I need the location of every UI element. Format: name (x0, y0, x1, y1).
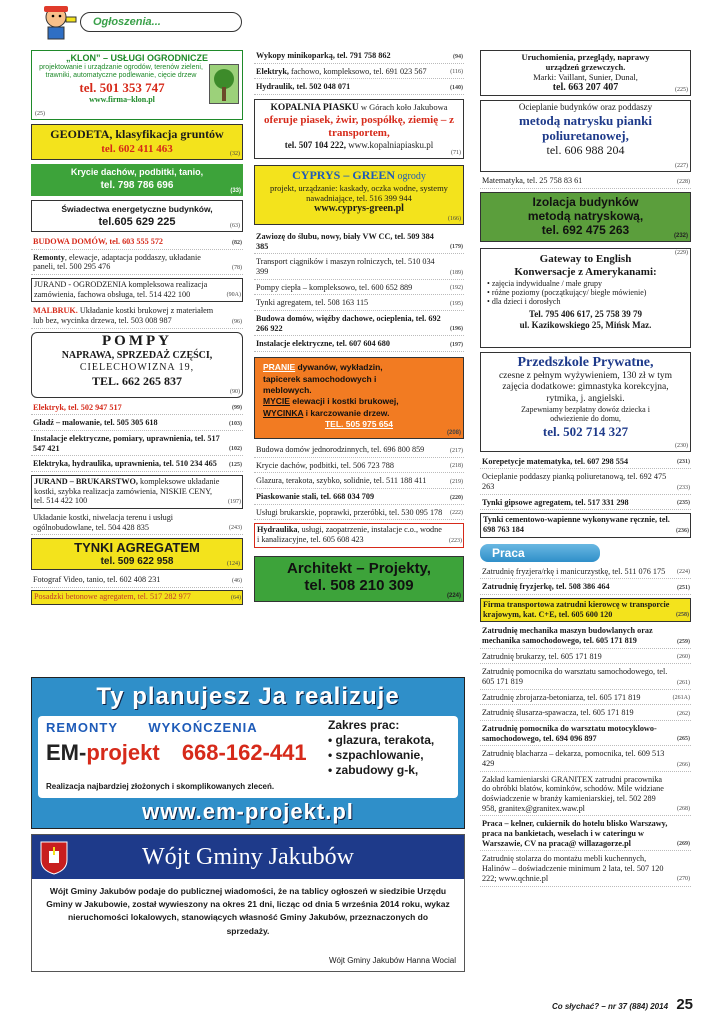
ad-text: Instalacje elektryczne, tel. 607 604 680 (256, 339, 390, 349)
ad-number: (99) (232, 405, 242, 412)
ad-text: Tynki gipsowe agregatem, tel. 517 331 298 (482, 497, 629, 507)
ad-text: Zatrudnię mechanika maszyn budowlanych oraz mechanika samochodowego, tel. 605 171 819 (482, 626, 653, 646)
banner-item: • glazura, terakota, (328, 733, 435, 747)
ad-address: CIELECHOWIZNA 19, (79, 362, 195, 374)
ad-text: Budowa domów jednorodzinnych, tel. 696 800 859 (256, 445, 425, 455)
page-number: 25 (676, 996, 693, 1013)
ad-text: Świadectwa energetyczne budynków, (61, 204, 213, 214)
ad-number: (223) (449, 537, 462, 544)
ad-number: (259) (677, 638, 690, 645)
ad-number: (192) (450, 285, 463, 292)
ad-ukladanie (31, 512, 243, 535)
ad-budowa (31, 236, 243, 250)
ad-korepetycje (480, 456, 691, 470)
ad-number: (103) (229, 420, 242, 427)
ad-text: Hydraulik, tel. 502 048 071 (256, 82, 351, 92)
ad-number: (32) (230, 150, 240, 157)
ad-phone: tel. 502 714 327 (542, 423, 629, 439)
ad-number: (64) (231, 594, 241, 601)
ad-glazura (254, 475, 464, 489)
ad-title: Architekt – Projekty, (287, 559, 431, 577)
ad-phone: tel. 602 411 463 (101, 143, 173, 156)
ad-title: Konwersacje z Amerykanami: (514, 265, 657, 278)
ad-ocieplanie (480, 100, 691, 172)
ad-title: GEODETA, klasyfikacja gruntów (50, 127, 224, 141)
ad-desc: projektowanie i urządzanie ogrodów, terenów zieleni, trawniki, automatyczne podlewanie, cięcie drzew (39, 63, 203, 79)
ad-number: (33) (230, 187, 241, 194)
ad-text: Krycie dachów, podbitki, tanio, (70, 167, 204, 177)
ad-text: Tynki cementowo-wapienne wykonywane ręcznie, tel. 698 763 184 (483, 515, 670, 535)
ad-number: (233) (677, 484, 690, 491)
section-title: Praca (492, 545, 525, 560)
job-p6 (480, 666, 691, 689)
ad-number: (261) (677, 679, 690, 686)
ad-tynki-gipsowe (480, 497, 691, 511)
ad-title: metodą natryskową, (527, 208, 644, 223)
ad-jurand-brukarstwo (31, 475, 243, 509)
ad-gladz (31, 417, 243, 431)
issue-label: Co słychać? – nr 37 (884) 2014 (551, 1002, 669, 1011)
brand-name: projekt (86, 740, 160, 765)
ad-number: (235) (677, 500, 690, 507)
praca-header (480, 544, 600, 562)
ad-text: Zatrudnię brukarzy, tel. 605 171 819 (482, 651, 602, 661)
ad-posadzki (31, 590, 243, 605)
ad-text: Zatrudnię fryzjera/rkę i manicurzystkę, tel. 511 076 175 (482, 566, 666, 576)
ad-ocieplanie-poddaszy (480, 471, 691, 494)
ad-text: Zatrudnię zbrojarza-betoniarza, tel. 605 171 819 (482, 692, 641, 702)
ad-text: JURAND - OGRODZENIA kompleksowa realizacja zamówienia, fachowa obsługa, tel. 514 422 100 (34, 280, 208, 299)
ad-tynki (31, 538, 243, 570)
notice-signature: Wójt Gminy Jakubów Hanna Wocial (328, 955, 456, 965)
ad-instalacje (31, 433, 243, 456)
ad-text: Zawiozę do ślubu, nowy, biały VW CC, tel. 509 384 385 (256, 232, 434, 251)
ad-subtitle: ogrody (395, 171, 426, 183)
ad-tynki-cementowe (480, 513, 691, 537)
job-p10 (480, 748, 691, 771)
ad-title: metodą natrysku pianki (519, 112, 652, 128)
ad-zawioze (254, 231, 464, 254)
ad-architekt (254, 556, 464, 602)
ad-elektryk (31, 402, 243, 416)
ad-em-projekt (31, 677, 465, 829)
ad-text: Pompy ciepła – kompleksowo, tel. 600 652 889 (256, 282, 413, 292)
footer (552, 996, 693, 1014)
ad-swiadectwa (31, 200, 243, 232)
ad-text: Układanie kostki, niwelacja terenu i usługi ogólnobudowlane, tel. 504 428 835 (33, 513, 174, 532)
ad-text: Piaskowanie stali, tel. 668 034 709 (256, 492, 375, 502)
ad-text: Uruchomienia, przeglądy, naprawy (521, 52, 650, 62)
notice-title-bar (32, 835, 464, 879)
job-p5 (480, 651, 691, 665)
ad-piaskowanie (254, 491, 464, 505)
section-title: Ogłoszenia... (93, 16, 161, 28)
ad-text: Firma transportowa zatrudni kierowcę w transporcie krajowym, kat. C+E, tel. 605 600 120 (483, 600, 670, 619)
ad-text: Fotograf Video, tanio, tel. 602 408 231 (33, 575, 161, 585)
job-p8 (480, 707, 691, 721)
ad-desc: czesne z pełnym wyżywieniem, 130 zł w tym zajęcia dodatkowe: gimnastyka korekcyjna, rytmika, j. angielski. (498, 371, 673, 404)
notice-title: Wójt Gminy Jakubów (142, 844, 354, 870)
ad-phone: Tel. 795 406 617, 25 758 39 79 (529, 308, 642, 319)
ad-text: Glazura, terakota, szybko, solidnie, tel. 511 188 411 (256, 476, 427, 486)
ad-text: Posadzki betonowe agregatem, tel. 517 282 977 (34, 592, 191, 602)
ad-lead: Hydraulika (257, 525, 298, 535)
ad-number: (197) (450, 341, 463, 348)
ad-number: (231) (677, 459, 690, 466)
ad-text: Tynki agregatem, tel. 508 163 115 (256, 298, 369, 308)
ad-number: (125) (229, 461, 242, 468)
mascot-icon (36, 3, 78, 43)
ad-title: POMPY (102, 332, 172, 349)
ad-number: (266) (677, 761, 690, 768)
ad-kopalnia (254, 99, 464, 159)
ad-text: Ocieplanie poddaszy pianką poliuretanową, tel. 692 475 263 (482, 472, 667, 492)
ad-text: kompleksowe układanie kostki, szybka realizacja zamówienia, NISKIE CENY, tel. 514 422 100 (34, 477, 220, 506)
ad-text: Wykopy minikoparką, tel. 791 758 862 (256, 51, 391, 60)
banner-item: • zabudowy g-k, (328, 763, 419, 777)
ad-text: urządzeń grzewczych. (545, 62, 626, 73)
ad-phone: TEL. 662 265 837 (91, 373, 182, 388)
ad-web: www.firma–klon.pl (89, 95, 155, 105)
banner-label: WYKOŃCZENIA (148, 720, 258, 735)
banner-body (38, 716, 458, 798)
ad-text: Zatrudnię blacharza – dekarza, pomocnika, tel. 609 513 429 (482, 749, 665, 769)
ad-text: Zatrudnię pomocnika do warsztatu motocyklowo-samochodowego, tel. 694 096 897 (482, 724, 657, 743)
column-3 (480, 50, 691, 889)
ad-number: (236) (676, 527, 689, 534)
ad-number: (232) (673, 232, 688, 239)
ad-number: (222) (450, 510, 463, 517)
job-p2 (480, 581, 691, 595)
ad-pompy (31, 332, 243, 398)
ad-remonty (31, 252, 243, 275)
ad-lead: PRANIE (263, 362, 296, 373)
ad-phone: 668-162-441 (181, 740, 307, 765)
ad-text: Budowa domów, więźby dachowe, ocieplenia, tel. 692 266 922 (256, 314, 441, 333)
ad-klon (31, 50, 243, 120)
ad-web: www.cyprys-green.pl (314, 202, 404, 214)
ad-lead: JURAND – BRUKARSTWO, (34, 477, 138, 487)
ad-phone: tel. 798 786 696 (100, 179, 174, 191)
ad-number: (208) (446, 429, 461, 436)
ad-number: (116) (450, 69, 463, 76)
job-p9 (480, 723, 691, 746)
section-header (80, 12, 242, 32)
ad-wykopy (254, 50, 464, 64)
ad-number: (96) (232, 318, 242, 325)
ad-phone: tel. 509 622 958 (100, 555, 174, 567)
job-p7 (480, 692, 691, 706)
ad-number: (71) (451, 149, 461, 156)
ad-number: (260) (677, 654, 690, 661)
ad-number: (197) (228, 499, 241, 505)
job-p1 (480, 566, 691, 580)
ad-pranie (254, 357, 464, 439)
ad-text: elewacji i kostki brukowej, (289, 396, 399, 407)
coat-of-arms-icon (40, 841, 68, 875)
job-p13 (480, 853, 691, 886)
banner-item: • szpachlowanie, (328, 748, 424, 762)
ad-title: CYPRYS – GREEN (292, 168, 396, 183)
ad-transport (254, 256, 464, 279)
notice-wojt (31, 834, 465, 972)
job-p4 (480, 625, 691, 648)
ad-text: Matematyka, tel. 25 758 83 61 (482, 176, 583, 185)
ad-instalacje (254, 338, 464, 352)
ad-text: meblowych. (263, 385, 312, 395)
ad-web: www.kopalniapiasku.pl (346, 140, 434, 151)
ad-number: (217) (450, 447, 463, 454)
ad-elektryka (31, 458, 243, 472)
ad-number: (269) (677, 841, 690, 848)
ad-title: KOPALNIA PIASKU (270, 103, 359, 114)
ad-number: (243) (229, 525, 242, 532)
ad-number: (219) (450, 479, 463, 485)
banner-tagline: Realizacja najbardziej złożonych i skomplikowanych zleceń. (46, 782, 275, 791)
column-2 (254, 50, 464, 602)
ad-phone: tel. 507 104 222, (284, 140, 347, 151)
ad-malbruk (31, 305, 243, 328)
ad-lead: MYCIE (263, 396, 290, 407)
job-p12 (480, 818, 691, 851)
ad-lead: Remonty (33, 252, 65, 262)
ad-number: (166) (448, 215, 461, 222)
ad-number: (195) (450, 300, 463, 307)
ad-uslugi-brukarskie (254, 507, 464, 521)
ad-title: TYNKI AGREGATEM (74, 540, 200, 556)
notice-body: Wójt Gminy Jakubów podaje do publicznej wiadomości, że na tablicy ogłoszeń w siedzibie Urzędu Gminy w Jakubowie, został wywieszony na okres 21 dni, licząc od dnia 5 września 2014 roku, wykaz nieruchomości lokalowych, stanowiących własność Gminy Jakubów, przeznaczonych do sprzedaży. (46, 886, 450, 936)
ad-phone: tel.605 629 225 (98, 216, 176, 229)
ad-number: (179) (450, 244, 463, 251)
ad-pompy-ciepla (254, 282, 464, 296)
ad-text: tapicerek samochodowych i (263, 373, 377, 384)
ad-bullet: dla dzieci i dorosłych (491, 297, 561, 307)
ad-number: (102) (229, 446, 242, 453)
ad-text: Korepetycje matematyka, tel. 607 298 554 (482, 456, 629, 466)
job-p11 (480, 774, 691, 817)
ad-number: (225) (675, 86, 688, 93)
ad-desc: projekt, urządzanie: kaskady, oczka wodne, systemy nawadniające, tel. 516 399 944 (270, 182, 448, 203)
ad-uruchomienia (480, 50, 691, 96)
ad-hydraulika (254, 523, 464, 547)
ad-number: (90) (230, 388, 240, 395)
ad-text: Zatrudnię fryzjerkę, tel. 508 386 464 (482, 582, 610, 592)
ad-text: , usługi, zaopatrzenie, instalacje c.o., wodne i kanalizacyjne, tel. 605 608 423 (257, 525, 442, 545)
ad-number: (189) (450, 269, 463, 276)
ad-budowa (254, 313, 464, 336)
ad-text: Marki: Vaillant, Sunier, Dunal, (533, 72, 638, 83)
ad-fotograf (31, 574, 243, 588)
ad-number: (268) (677, 806, 690, 813)
ad-number: (78) (232, 264, 242, 271)
ad-number: (82) (232, 239, 242, 246)
ad-number: (90A) (226, 292, 241, 299)
ad-number: (63) (230, 222, 240, 229)
ad-izolacja (480, 192, 691, 242)
banner-label: Zakres prac: (328, 718, 400, 732)
ad-phone: tel. 606 988 204 (546, 143, 625, 158)
ad-text: BUDOWA DOMÓW, tel. 603 555 572 (33, 237, 164, 246)
ad-number: (46) (232, 578, 242, 585)
ad-text: Elektryk, tel. 502 947 517 (33, 402, 122, 412)
ad-number: (262) (677, 711, 690, 718)
ad-hydraulik (254, 81, 464, 95)
ad-text: Praca – kelner, cukiernik do hotelu blisko Warszawy, praca na bankietach, weselach i w cateringu w Warszawie, CV na praca@ willazagorze.pl (482, 819, 668, 848)
ad-text: , elewacje, adaptacja poddaszy, układanie paneli, tel. 500 295 476 (33, 252, 201, 272)
ad-text: Układanie kostki brukowej z materiałem lub bez, wycinka drzewa, tel. 503 008 987 (33, 306, 214, 326)
ad-bullet: różne poziomy (początkujący/ biegłe mówienie) (491, 288, 647, 298)
ad-przedszkole (480, 352, 691, 452)
ad-text: Elektryka, hydraulika, uprawnienia, tel. 510 234 465 (33, 459, 217, 469)
ad-title: Izolacja budynków (532, 194, 639, 209)
ad-text: Krycie dachów, podbitki, tel. 506 723 788 (256, 460, 394, 470)
ad-matematyka (480, 175, 691, 189)
ad-title: Przedszkole Prywatne, (517, 354, 654, 370)
ad-number: (265) (677, 736, 690, 743)
ad-title: „KLON” – USŁUGI OGRODNICZE (65, 53, 208, 63)
ad-gateway: (229) Gateway to English Konwersacje z Amerykanami: • zajęcia indywidualne / małe grupy • różne poziomy (początkujący/ biegłe mówienie) • dla dzieci i dorosłych Tel. 795 406 617, 25 758 39 79 ul. Kazikowskiego 25, Mińsk Maz. (480, 248, 691, 348)
ad-text: Transport ciągników i maszyn rolniczych, tel. 510 034 399 (256, 257, 435, 277)
ad-budowa-domow (254, 444, 464, 458)
ad-web[interactable]: www.em-projekt.pl (142, 799, 354, 825)
ad-jurand-ogrodzenia (31, 278, 243, 302)
ad-number: (258) (676, 612, 689, 619)
ad-number: (229) (675, 249, 688, 256)
ad-text: Zatrudnię stolarza do montażu mebli kuchennych, Halinów – doświadczenie minimum 2 lata, tel. 507 120 222; www.qchnie.pl (482, 854, 664, 883)
ad-text: i karczowanie drzew. (303, 407, 390, 418)
ad-number: (230) (675, 442, 688, 449)
ad-number: (124) (227, 561, 240, 568)
ad-title: Gateway to English (539, 252, 632, 265)
ad-krycie (31, 164, 243, 196)
ad-phone: tel. 508 210 309 (304, 577, 414, 595)
ad-number: (220) (450, 494, 463, 501)
ad-number: (228) (677, 178, 690, 185)
ad-lead: WYCINKA (263, 407, 304, 418)
ad-number: (251) (677, 584, 690, 591)
ad-number: (270) (677, 876, 690, 883)
ad-number: (227) (675, 162, 688, 169)
tree-icon (209, 64, 239, 104)
column-1 (31, 50, 243, 607)
ad-desc: NAPRAWA, SPRZEDAŻ CZĘŚCI, (61, 350, 213, 362)
ad-geodeta (31, 124, 243, 160)
ad-address: ul. Kazikowskiego 25, Mińsk Maz. (519, 319, 652, 330)
ad-bullet: zajęcia indywidualne / małe grupy (491, 278, 602, 288)
ad-phone: tel. 501 353 747 (79, 80, 165, 96)
banner-label: REMONTY (46, 720, 118, 735)
ad-text: Zakład kamieniarski GRANITEX zatrudni pracownika do obróbki blatów, kominków, schodów. Mile widziane doświadczenie w branży kamieniarskiej, tel. 502 289 958, granitex@granitex.waw.pl (482, 774, 664, 813)
ad-phone: TEL. 505 975 654 (324, 419, 394, 430)
ad-number: (25) (35, 110, 45, 117)
ad-text: Zatrudnię pomocnika do warsztatu samochodowego, tel. 605 171 819 (482, 667, 668, 687)
ad-title: poliuretanowej, (542, 127, 629, 143)
job-p3 (480, 598, 691, 622)
ad-desc: oferuje piasek, żwir, pospółkę, ziemię – z transportem, (264, 114, 454, 140)
ad-elektryk (254, 66, 464, 80)
ad-text: Instalacje elektryczne, pomiary, uprawnienia, tel. 517 547 421 (33, 434, 220, 453)
ad-phone: tel. 663 207 407 (552, 82, 619, 94)
ad-cyprys (254, 165, 464, 225)
ad-subtitle: w Górach koło Jakubowa (358, 102, 448, 113)
ad-krycie (254, 460, 464, 474)
ad-lead: MALBRUK. (33, 306, 78, 316)
ad-lead: Elektryk, (256, 66, 289, 76)
ad-phone: tel. 692 475 263 (541, 222, 630, 237)
ad-text: Usługi brukarskie, poprawki, przeróbki, tel. 530 095 178 (256, 507, 443, 517)
ad-tynki (254, 297, 464, 311)
ad-number: (140) (450, 84, 463, 91)
ad-text: dywanów, wykładzin, (295, 362, 383, 373)
ad-text: Gładź – malowanie, tel. 505 305 618 (33, 418, 158, 428)
ad-desc: Zapewniamy bezpłatny dowóz dziecka i odwiezienie do domu, (521, 404, 650, 424)
ad-text: fachowo, kompleksowo, tel. 691 023 567 (288, 66, 427, 76)
ad-text: Ocieplanie budynków oraz poddaszy (518, 102, 653, 112)
brand-name: EM- (46, 740, 87, 765)
ad-number: (94) (453, 53, 463, 60)
ad-number: (196) (450, 326, 463, 333)
ad-number: (218) (450, 463, 463, 470)
ad-number: (224) (446, 592, 461, 599)
banner-headline: Ty planujesz Ja realizuje (96, 683, 400, 710)
ad-number: (261A) (672, 695, 690, 702)
ad-text: Zatrudnię ślusarza-spawacza, tel. 605 171 819 (482, 708, 634, 718)
ad-number: (224) (677, 569, 690, 576)
